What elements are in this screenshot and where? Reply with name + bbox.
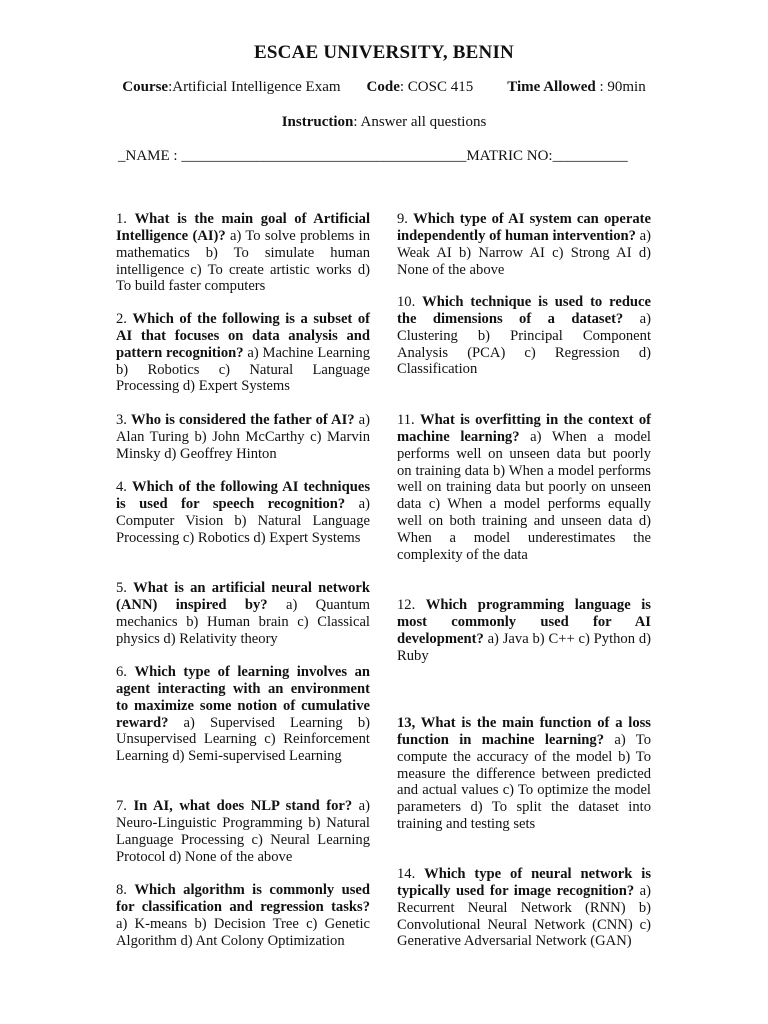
question-number: 10. xyxy=(397,294,423,310)
question-2 xyxy=(116,311,370,395)
question-3 xyxy=(116,412,370,463)
answer-options: a) To compute the accuracy of the model b) To measure the difference between predicted and actual values c) To optimize the model parameters d) To split the dataset into training and testing sets xyxy=(397,731,651,833)
instruction xyxy=(0,114,768,131)
answer-options: a) Clustering b) Principal Component Analysis (PCA) c) Regression d) Classification xyxy=(397,310,651,378)
answer-options: a) Weak AI b) Narrow AI c) Strong AI d) None of the above xyxy=(397,227,651,278)
course-info-row xyxy=(0,79,768,96)
question-14 xyxy=(397,866,651,950)
question-text: What is the main function of a loss function in machine learning? xyxy=(397,715,651,748)
instruction-label: Instruction xyxy=(281,114,354,130)
answer-options: a) When a model performs well on unseen data but poorly on training data b) When a model performs well on training data but poorly on unseen data c) When a model performs equally well on both training and unseen data d) When a model underestimates the complexity of the data xyxy=(397,428,651,563)
question-text: Which algorithm is commonly used for classification and regression tasks? xyxy=(116,882,371,915)
course-label: Course xyxy=(122,79,169,95)
code-value: : COSC 415 xyxy=(399,79,474,95)
question-number: 7. xyxy=(116,798,134,814)
question-text: Which of the following is a subset of AI that focuses on data analysis and pattern recognition? xyxy=(116,311,370,361)
question-7 xyxy=(116,798,370,865)
question-number: 9. xyxy=(397,211,414,227)
question-text: Which type of AI system can operate independently of human intervention? xyxy=(397,211,651,244)
question-text: Which programming language is most commonly used for AI development? xyxy=(397,597,651,647)
question-number: 11. xyxy=(397,412,420,428)
name-matric-line: _NAME : ______________________________________MATRIC NO:__________ xyxy=(118,148,628,164)
time-value: : 90min xyxy=(595,79,646,95)
answer-options: a) Computer Vision b) Natural Language Processing c) Robotics d) Expert Systems xyxy=(116,495,370,546)
question-text: Which technique is used to reduce the dimensions of a dataset? xyxy=(397,294,652,327)
question-text: What is overfitting in the context of machine learning? xyxy=(397,412,651,445)
question-4 xyxy=(116,479,370,546)
question-text: Which type of neural network is typically used for image recognition? xyxy=(397,866,652,899)
question-9 xyxy=(397,211,651,278)
question-text: Which type of learning involves an agent interacting with an environment to maximize some notion of cumulative reward? xyxy=(116,664,370,731)
question-number: 5. xyxy=(116,580,134,596)
time-label: Time Allowed xyxy=(507,79,596,95)
question-number: 8. xyxy=(116,882,135,898)
question-text: Which of the following AI techniques is used for speech recognition? xyxy=(116,479,370,512)
question-10 xyxy=(397,294,651,378)
question-text: Who is considered the father of AI? xyxy=(131,412,355,428)
question-number: 6. xyxy=(116,664,135,680)
code-label: Code xyxy=(366,79,400,95)
answer-options: a) Java b) C++ c) Python d) Ruby xyxy=(397,630,651,664)
question-number: 3. xyxy=(116,412,132,428)
answer-options: a) Supervised Learning b) Unsupervised Learning c) Reinforcement Learning d) Semi-supervised Learning xyxy=(116,714,370,765)
question-text: What is the main goal of Artificial Intelligence (AI)? xyxy=(116,211,370,244)
answer-options: a) Quantum mechanics b) Human brain c) Classical physics d) Relativity theory xyxy=(116,596,370,647)
question-number: 2. xyxy=(116,311,133,327)
question-5 xyxy=(116,580,370,647)
question-number: 4. xyxy=(116,479,133,495)
question-text: In AI, what does NLP stand for? xyxy=(133,798,353,814)
answer-options: a) To solve problems in mathematics b) To simulate human intelligence c) To create artistic works d) To build faster computers xyxy=(116,227,371,295)
question-number: 14. xyxy=(397,866,425,882)
question-number: 1. xyxy=(116,211,135,227)
university-title: ESCAE UNIVERSITY, BENIN xyxy=(254,42,514,63)
answer-options: a) Machine Learning b) Robotics c) Natural Language Processing d) Expert Systems xyxy=(116,344,370,395)
question-12 xyxy=(397,597,651,664)
course-value: :Artificial Intelligence Exam xyxy=(168,79,341,95)
instruction-value: : Answer all questions xyxy=(353,114,487,130)
question-number: 12. xyxy=(397,597,426,613)
question-text: What is an artificial neural network (ANN) inspired by? xyxy=(116,580,371,613)
question-1 xyxy=(116,211,370,295)
answer-options: a) Recurrent Neural Network (RNN) b) Convolutional Neural Network (CNN) c) Generative Adversarial Network (GAN) xyxy=(397,882,651,950)
question-number: 13, xyxy=(397,715,421,731)
question-11 xyxy=(397,412,651,564)
answer-options: a) K-means b) Decision Tree c) Genetic Algorithm d) Ant Colony Optimization xyxy=(116,915,370,949)
question-6 xyxy=(116,664,370,765)
answer-options: a) Alan Turing b) John McCarthy c) Marvin Minsky d) Geoffrey Hinton xyxy=(116,412,370,462)
question-8 xyxy=(116,882,370,949)
question-13 xyxy=(397,715,651,833)
answer-options: a) Neuro-Linguistic Programming b) Natural Language Processing c) Neural Learning Protocol d) None of the above xyxy=(116,798,371,865)
